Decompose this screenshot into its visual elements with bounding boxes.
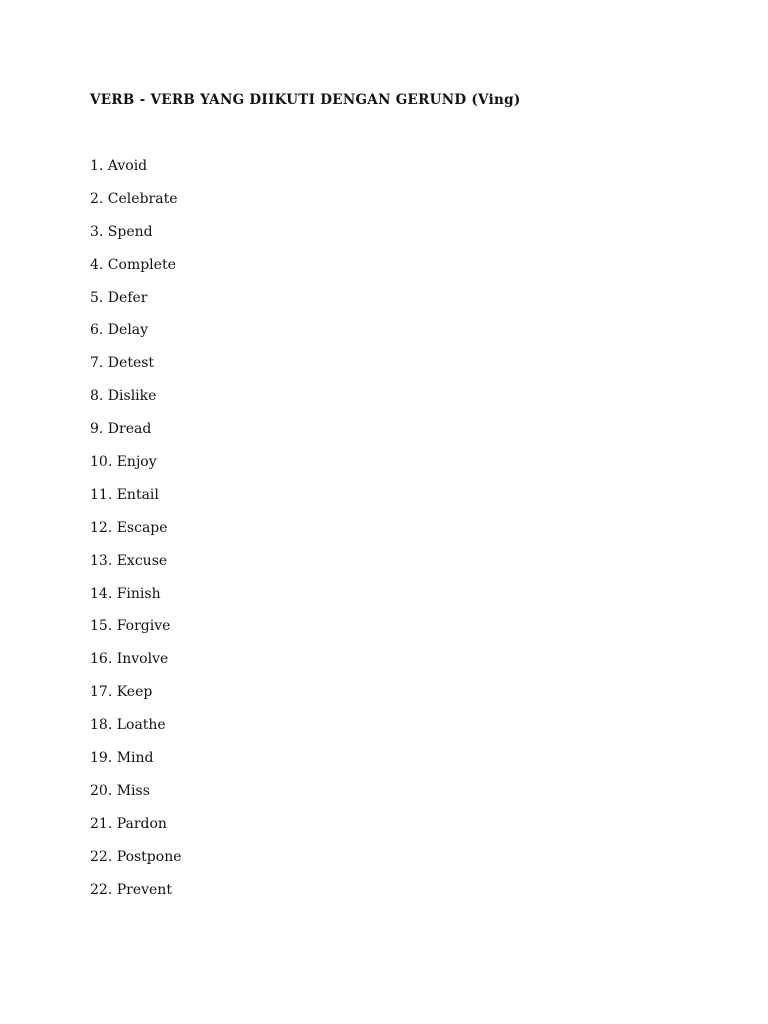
list-item: 21. Pardon <box>90 815 167 832</box>
list-item: 22. Postpone <box>90 848 182 865</box>
list-item: 20. Miss <box>90 782 150 799</box>
list-item: 4. Complete <box>90 256 176 273</box>
list-item: 6. Delay <box>90 322 149 339</box>
list-item: 22. Prevent <box>90 881 172 898</box>
list-item: 15. Forgive <box>90 618 171 635</box>
list-item: 12. Escape <box>90 519 168 536</box>
list-item: 1. Avoid <box>90 158 148 174</box>
list-item: 10. Enjoy <box>90 454 157 471</box>
list-item: 11. Entail <box>90 486 159 503</box>
list-item: 17. Keep <box>90 684 153 701</box>
list-item: 14. Finish <box>90 585 161 602</box>
list-item: 19. Mind <box>90 750 154 767</box>
list-item: 13. Excuse <box>90 552 168 569</box>
list-item: 18. Loathe <box>90 717 166 734</box>
verb-list <box>90 156 182 912</box>
list-item: 16. Involve <box>90 651 169 668</box>
list-item: 9. Dread <box>90 421 152 438</box>
list-item: 2. Celebrate <box>90 190 178 207</box>
document-title: VERB - VERB YANG DIIKUTI DENGAN GERUND (Ving) <box>90 92 521 108</box>
list-item: 3. Spend <box>90 223 153 240</box>
list-item: 8. Dislike <box>90 388 157 405</box>
list-item: 5. Defer <box>90 289 148 306</box>
list-item: 7. Detest <box>90 355 155 372</box>
